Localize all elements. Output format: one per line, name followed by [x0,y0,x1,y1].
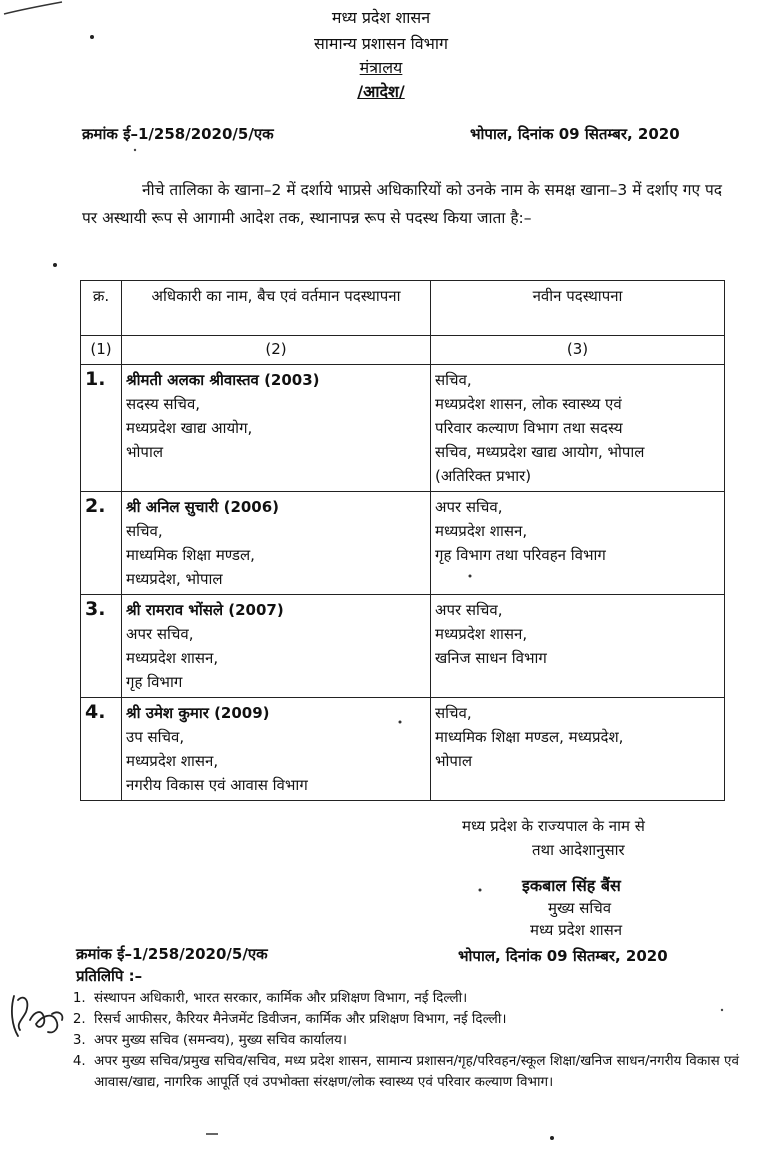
current-posting-line: नगरीय विकास एवं आवास विभाग [126,776,308,794]
new-posting-line: (अतिरिक्त प्रभार) [435,467,532,485]
row-new-posting [431,365,725,492]
current-posting-line: सदस्य सचिव, [126,395,201,413]
current-posting-line: उप सचिव, [126,728,185,746]
new-posting-line: सचिव, [435,704,472,722]
current-posting-line: मध्यप्रदेश खाद्य आयोग, [126,419,253,437]
list-item: 4. अपर मुख्य सचिव/प्रमुख सचिव/सचिव, मध्य प्रदेश शासन, सामान्य प्रशासन/गृह/परिवहन/स्कूल शिक्षा/खनिज साधन/नगरीय विकास एवं आवास/खाद्य, नागरिक आपूर्ति एवं उपभोक्ता संरक्षण/लोक स्वास्थ्य एवं परिवार कल्याण विभाग। [90,1051,750,1093]
list-item: 3. अपर मुख्य सचिव (समन्वय), मुख्य सचिव कार्यालय। [90,1030,750,1051]
officer-name: श्री अनिल सुचारी (2006) [126,498,280,516]
new-posting-line: मध्यप्रदेश शासन, [435,522,528,540]
new-posting-line: सचिव, [435,371,472,389]
current-posting-line: मध्यप्रदेश शासन, [126,752,219,770]
col-number-3: (3) [431,336,725,365]
table-row [81,365,725,492]
intro-paragraph: नीचे तालिका के खाना–2 में दर्शाये भाप्रसे अधिकारियों को उनके नाम के समक्ष खाना–3 में दर्शाए गए पद पर अस्थायी रूप से आगामी आदेश तक, स्थानापन्न रूप से पदस्थ किया जाता है:– [82,181,722,227]
new-posting-line: गृह विभाग तथा परिवहन विभाग [435,546,606,564]
handwritten-initials-mark [8,990,68,1046]
header-officer-current-posting: अधिकारी का नाम, बैच एवं वर्तमान पदस्थापना [122,281,431,336]
new-posting-line: सचिव, मध्यप्रदेश खाद्य आयोग, भोपाल [435,443,645,461]
current-posting-line: मध्यप्रदेश, भोपाल [126,570,223,588]
current-posting-line: माध्यमिक शिक्षा मण्डल, [126,546,255,564]
current-posting-line: मध्यप्रदेश शासन, [126,649,219,667]
row-officer [122,698,431,801]
by-order-line: तथा आदेशानुसार [532,841,625,859]
new-posting-line: भोपाल [435,752,473,770]
header-new-posting: नवीन पदस्थापना [431,281,725,336]
table-row [81,595,725,698]
current-posting-line: गृह विभाग [126,673,183,691]
row-serial: 1. [81,365,122,492]
row-serial: 3. [81,595,122,698]
col-number-1: (1) [81,336,122,365]
row-new-posting [431,595,725,698]
new-posting-line: माध्यमिक शिक्षा मण्डल, मध्यप्रदेश, [435,728,624,746]
officer-name: श्री उमेश कुमार (2009) [126,704,270,722]
row-serial: 2. [81,492,122,595]
order-reference-number: क्रमांक ई–1/258/2020/5/एक [82,125,274,143]
row-officer [122,492,431,595]
signatory-designation: मुख्य सचिव [548,899,612,917]
new-posting-line: अपर सचिव, [435,601,503,619]
row-officer [122,365,431,492]
new-posting-line: अपर सचिव, [435,498,503,516]
signatory-department: मध्य प्रदेश शासन [530,921,623,939]
table-row [81,698,725,801]
copy-reference-number: क्रमांक ई–1/258/2020/5/एक [76,945,268,963]
posting-table [80,280,725,801]
copy-to-label: प्रतिलिपि :– [76,967,143,985]
header-order-title: /आदेश/ [357,82,405,101]
list-item: 1. संस्थापन अधिकारी, भारत सरकार, कार्मिक और प्रशिक्षण विभाग, नई दिल्ली। [90,988,750,1009]
governor-authority-line: मध्य प्रदेश के राज्यपाल के नाम से [462,817,645,835]
list-item: 2. रिसर्च आफीसर, कैरियर मैनेजमेंट डिवीजन, कार्मिक और प्रशिक्षण विभाग, नई दिल्ली। [90,1009,750,1030]
new-posting-line: परिवार कल्याण विभाग तथा सदस्य [435,419,623,437]
new-posting-line: मध्यप्रदेश शासन, लोक स्वास्थ्य एवं [435,395,622,413]
col-number-2: (2) [122,336,431,365]
row-serial: 4. [81,698,122,801]
signatory-name: इकबाल सिंह बैंस [522,876,621,895]
copy-place-date: भोपाल, दिनांक 09 सितम्बर, 2020 [458,947,668,965]
row-new-posting [431,492,725,595]
current-posting-line: अपर सचिव, [126,625,194,643]
row-new-posting [431,698,725,801]
new-posting-line: मध्यप्रदेश शासन, [435,625,528,643]
row-officer [122,595,431,698]
header-serial: क्र. [81,281,122,336]
officer-name: श्रीमती अलका श्रीवास्तव (2003) [126,371,320,389]
table-row [81,492,725,595]
table-header-row [81,281,725,336]
header-department: सामान्य प्रशासन विभाग [313,34,449,53]
current-posting-line: भोपाल [126,443,164,461]
table-column-number-row [81,336,725,365]
current-posting-line: सचिव, [126,522,163,540]
header-state-government: मध्य प्रदेश शासन [331,8,431,27]
officer-name: श्री रामराव भोंसले (2007) [126,601,284,619]
new-posting-line: खनिज साधन विभाग [435,649,547,667]
order-place-date: भोपाल, दिनांक 09 सितम्बर, 2020 [470,125,680,143]
copy-to-list [60,988,750,1093]
header-ministry: मंत्रालय [359,58,403,77]
